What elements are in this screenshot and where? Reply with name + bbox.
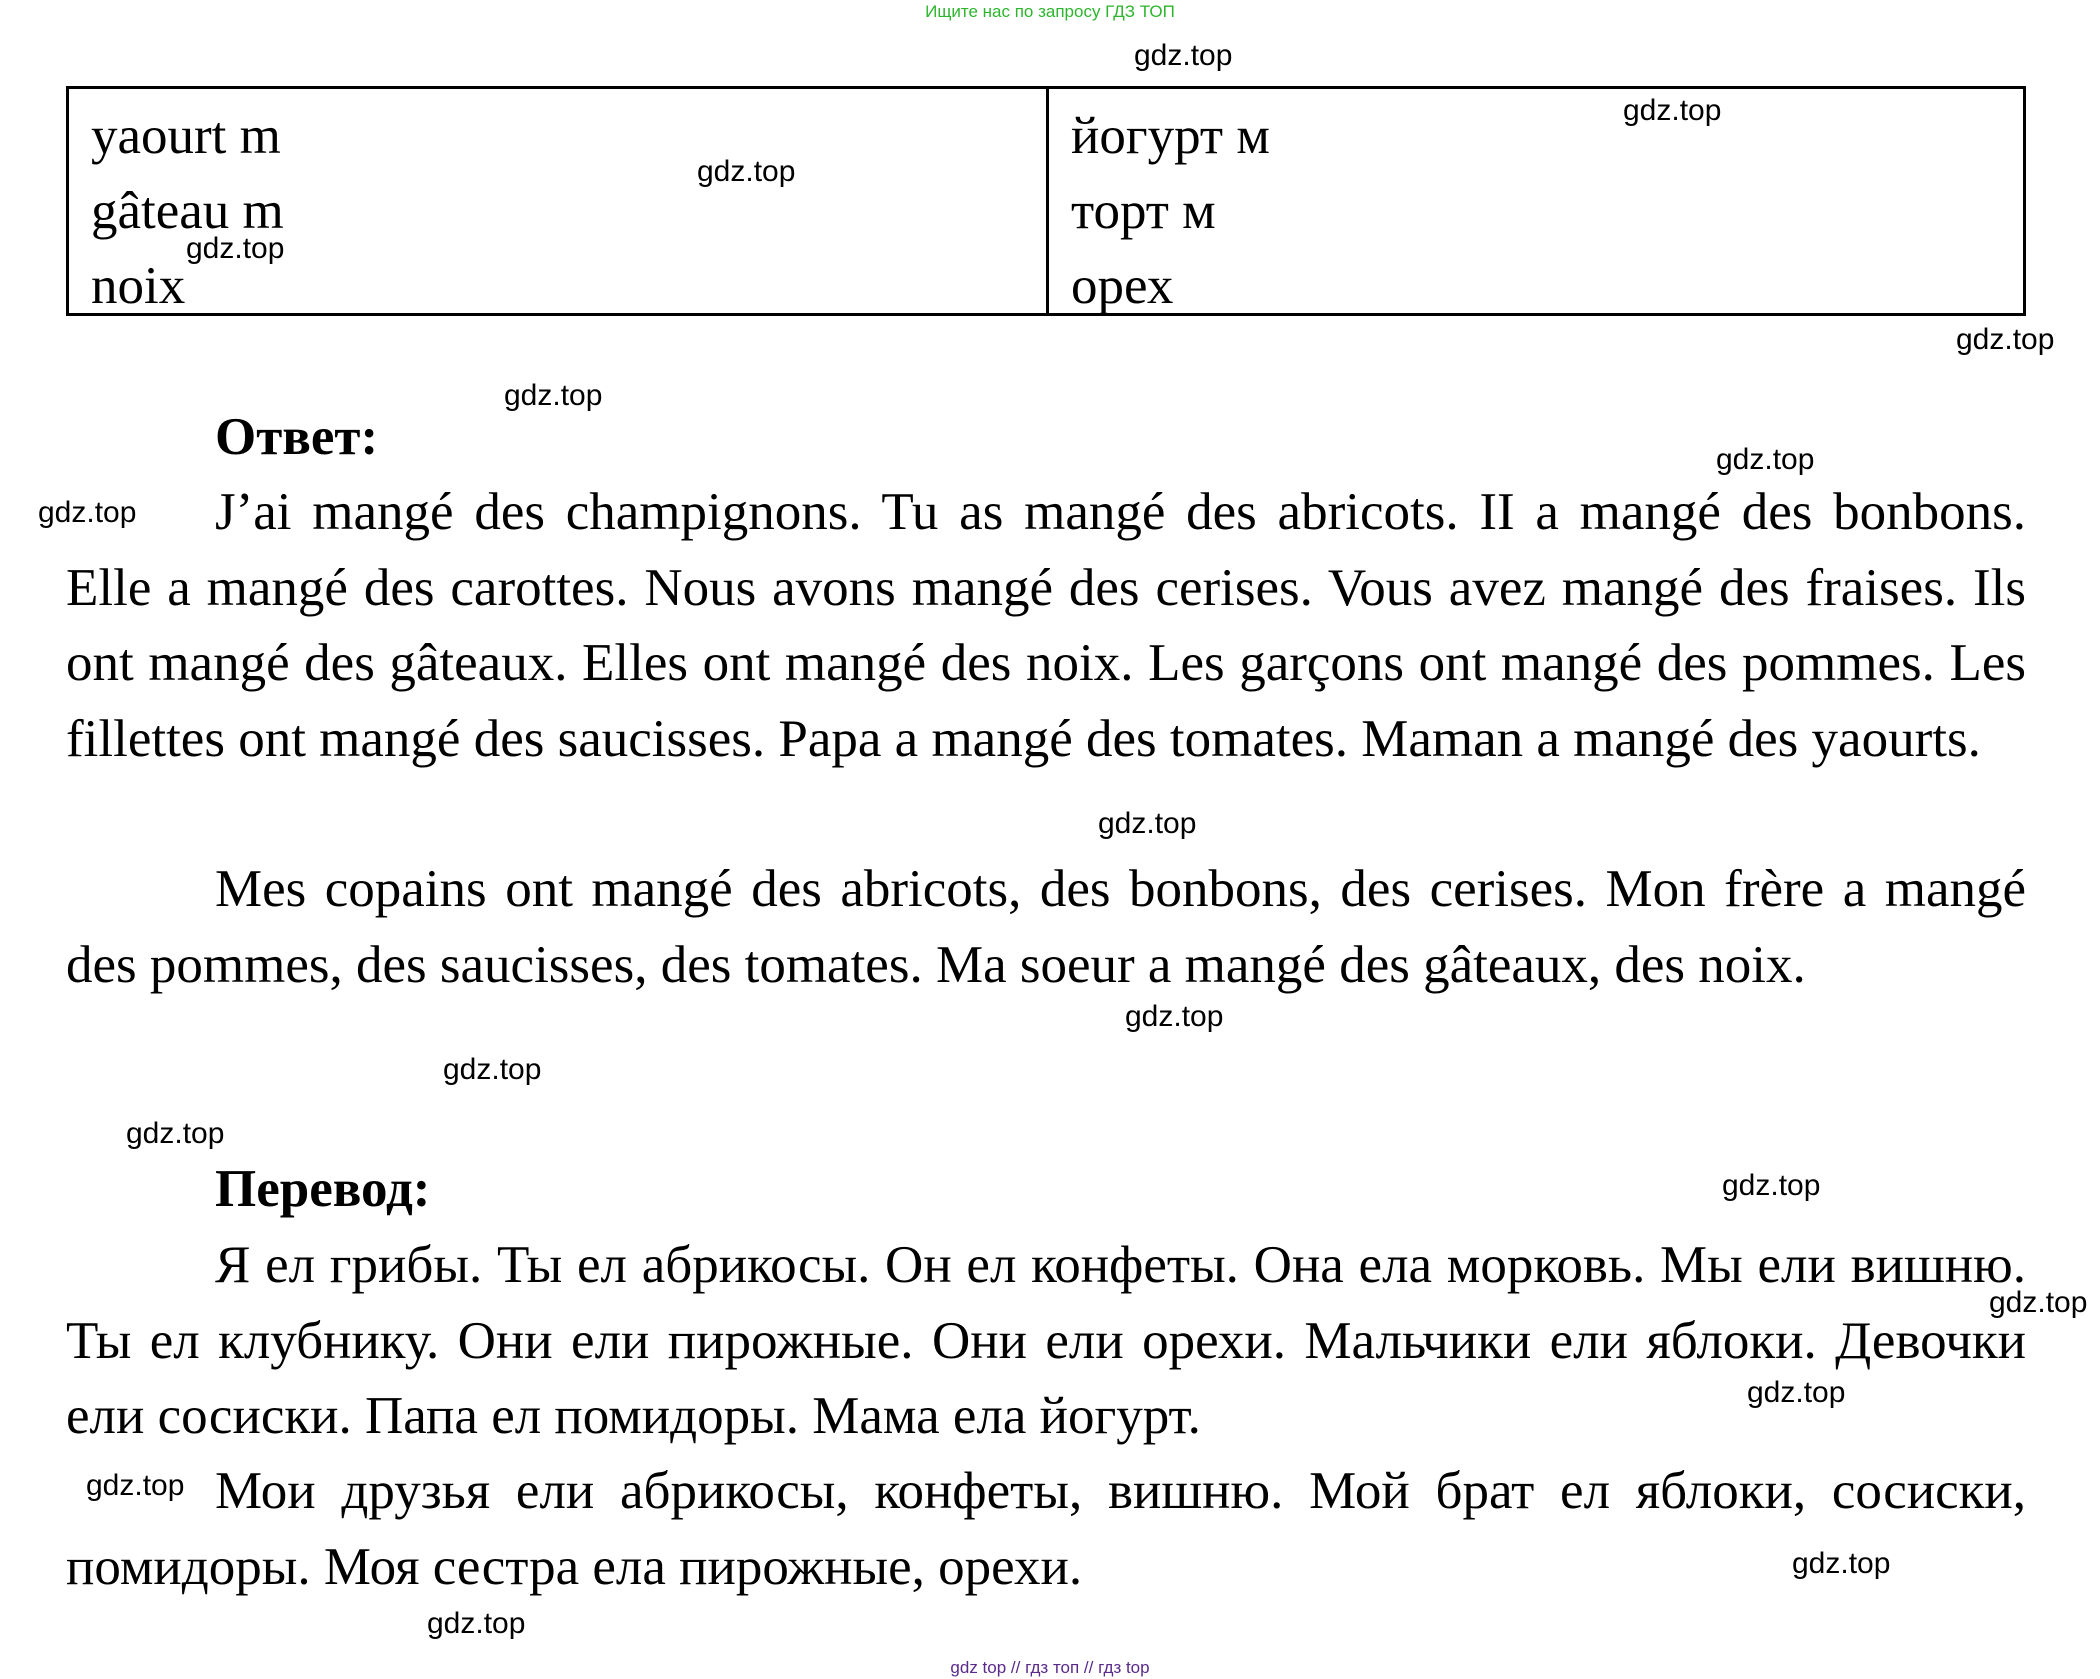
watermark: gdz.top — [126, 1117, 225, 1150]
top-banner: Ищите нас по запросу ГДЗ ТОП — [925, 2, 1175, 21]
watermark: gdz.top — [1792, 1547, 1891, 1580]
watermark: gdz.top — [1125, 1000, 1224, 1033]
vocab-russian-word: орех — [1071, 257, 1174, 315]
translation-heading: Перевод: — [215, 1160, 431, 1218]
watermark: gdz.top — [1956, 323, 2055, 356]
answer-paragraph: Mes copains ont mangé des abricots, des bonbons, des cerises. Mon frère a mangé des pommes, des saucisses, des tomates. Ma soeur a mangé des gâteaux, des noix. — [66, 860, 2026, 994]
watermark: gdz.top — [427, 1607, 526, 1640]
watermark: gdz.top — [1623, 94, 1722, 127]
watermark: gdz.top — [1716, 443, 1815, 476]
translation-paragraph: Мои друзья ели абрикосы, конфеты, вишню. Мой брат ел яблоки, сосиски, помидоры. Моя сестра ела пирожные, орехи. — [66, 1462, 2026, 1596]
watermark: gdz.top — [443, 1053, 542, 1086]
bottom-banner: gdz top // гдз топ // гдз top — [950, 1658, 1150, 1677]
vocab-french-word: yaourt m — [91, 107, 281, 165]
answer-heading: Ответ: — [215, 408, 379, 466]
vocab-french-word: gâteau m — [91, 182, 284, 240]
vocabulary-french-column — [69, 89, 1049, 313]
vocabulary-table — [66, 86, 2026, 316]
watermark: gdz.top — [186, 232, 285, 265]
vocab-russian-word: торт м — [1071, 182, 1216, 240]
vocabulary-russian-column — [1049, 89, 2023, 313]
watermark: gdz.top — [86, 1469, 185, 1502]
watermark: gdz.top — [697, 155, 796, 188]
vocab-russian-word: йогурт м — [1071, 107, 1270, 165]
watermark: gdz.top — [1134, 39, 1233, 72]
watermark: gdz.top — [1098, 807, 1197, 840]
answer-paragraph: J’ai mangé des champignons. Tu as mangé des abricots. II a mangé des bonbons. Elle a mangé des carottes. Nous avons mangé des cerises. Vous avez mangé des fraises. Ils ont mangé des gâteaux. Elles ont mangé des noix. Les garçons ont mangé des pommes. Les fillettes ont mangé des saucisses. Papa a mangé des tomates. Maman a mangé des yaourts. — [66, 483, 2026, 768]
watermark: gdz.top — [504, 379, 603, 412]
translation-paragraph: Я ел грибы. Ты ел абрикосы. Он ел конфеты. Она ела морковь. Мы ели вишню. Ты ел клубнику. Они ели пирожные. Они ели орехи. Мальчики ели яблоки. Девочки ели сосиски. Папа ел помидоры. Мама ела йогурт. — [66, 1236, 2026, 1445]
watermark: gdz.top — [1989, 1286, 2088, 1319]
watermark: gdz.top — [38, 496, 137, 529]
vocab-french-word: noix — [91, 257, 186, 315]
watermark: gdz.top — [1747, 1376, 1846, 1409]
watermark: gdz.top — [1722, 1169, 1821, 1202]
